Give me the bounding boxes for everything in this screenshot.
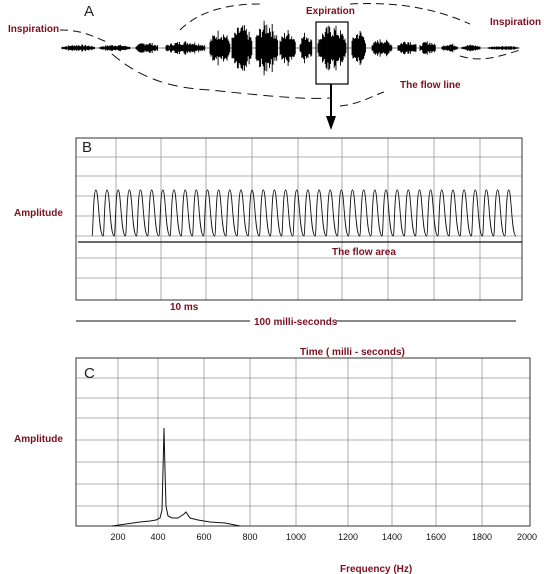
tick-label: 1600 [425,532,447,542]
panel-c-ylabel: Amplitude [14,434,63,445]
panel-c [14,358,537,574]
flow-curve-upper-right [350,4,470,24]
flow-curve-upper-mid [180,4,260,30]
panel-c-grid [76,358,530,526]
breath-sound-waveform [62,21,520,76]
tick-label: 800 [242,532,258,542]
flow-curve-upper-left [60,30,110,42]
panel-c-xlabel: Frequency (Hz) [340,564,413,574]
panel-b-xlabel: Time ( milli - seconds) [300,347,405,358]
panel-c-tick-labels [110,532,537,542]
zoom-arrow-head [326,116,336,130]
tick-label: 200 [110,532,126,542]
tick-label: 1400 [381,532,403,542]
inspiration-left-label: Inspiration [8,24,60,35]
frequency-spectrum-line [112,428,240,526]
panel-a [8,3,541,130]
panel-a-letter: A [84,3,95,20]
panel-c-letter: C [84,365,95,382]
flow-curve-right-lower [340,92,384,106]
expiration-label: Expiration [306,6,355,17]
zoomed-oscillation [92,190,516,236]
flow-line-label: The flow line [400,80,461,91]
inspiration-right-label: Inspiration [490,17,542,28]
scale-10ms-label: 10 ms [170,302,199,313]
panel-b-letter: B [82,139,93,156]
flow-area-label: The flow area [332,247,396,258]
panel-b-grid [76,138,522,300]
tick-label: 400 [150,532,166,542]
panel-b-ylabel: Amplitude [14,208,63,219]
flow-curve-lower [112,54,330,98]
panel-c-frame [76,358,530,526]
tick-label: 1000 [285,532,307,542]
tick-label: 600 [196,532,212,542]
tick-label: 2000 [516,532,538,542]
tick-label: 1200 [337,532,359,542]
span-100ms-label: 100 milli-seconds [254,317,338,328]
panel-b [14,138,522,358]
panel-b-frame [76,138,522,300]
tick-label: 1800 [471,532,493,542]
oscillation-path [92,190,516,236]
flow-curve-far-right [460,50,520,59]
